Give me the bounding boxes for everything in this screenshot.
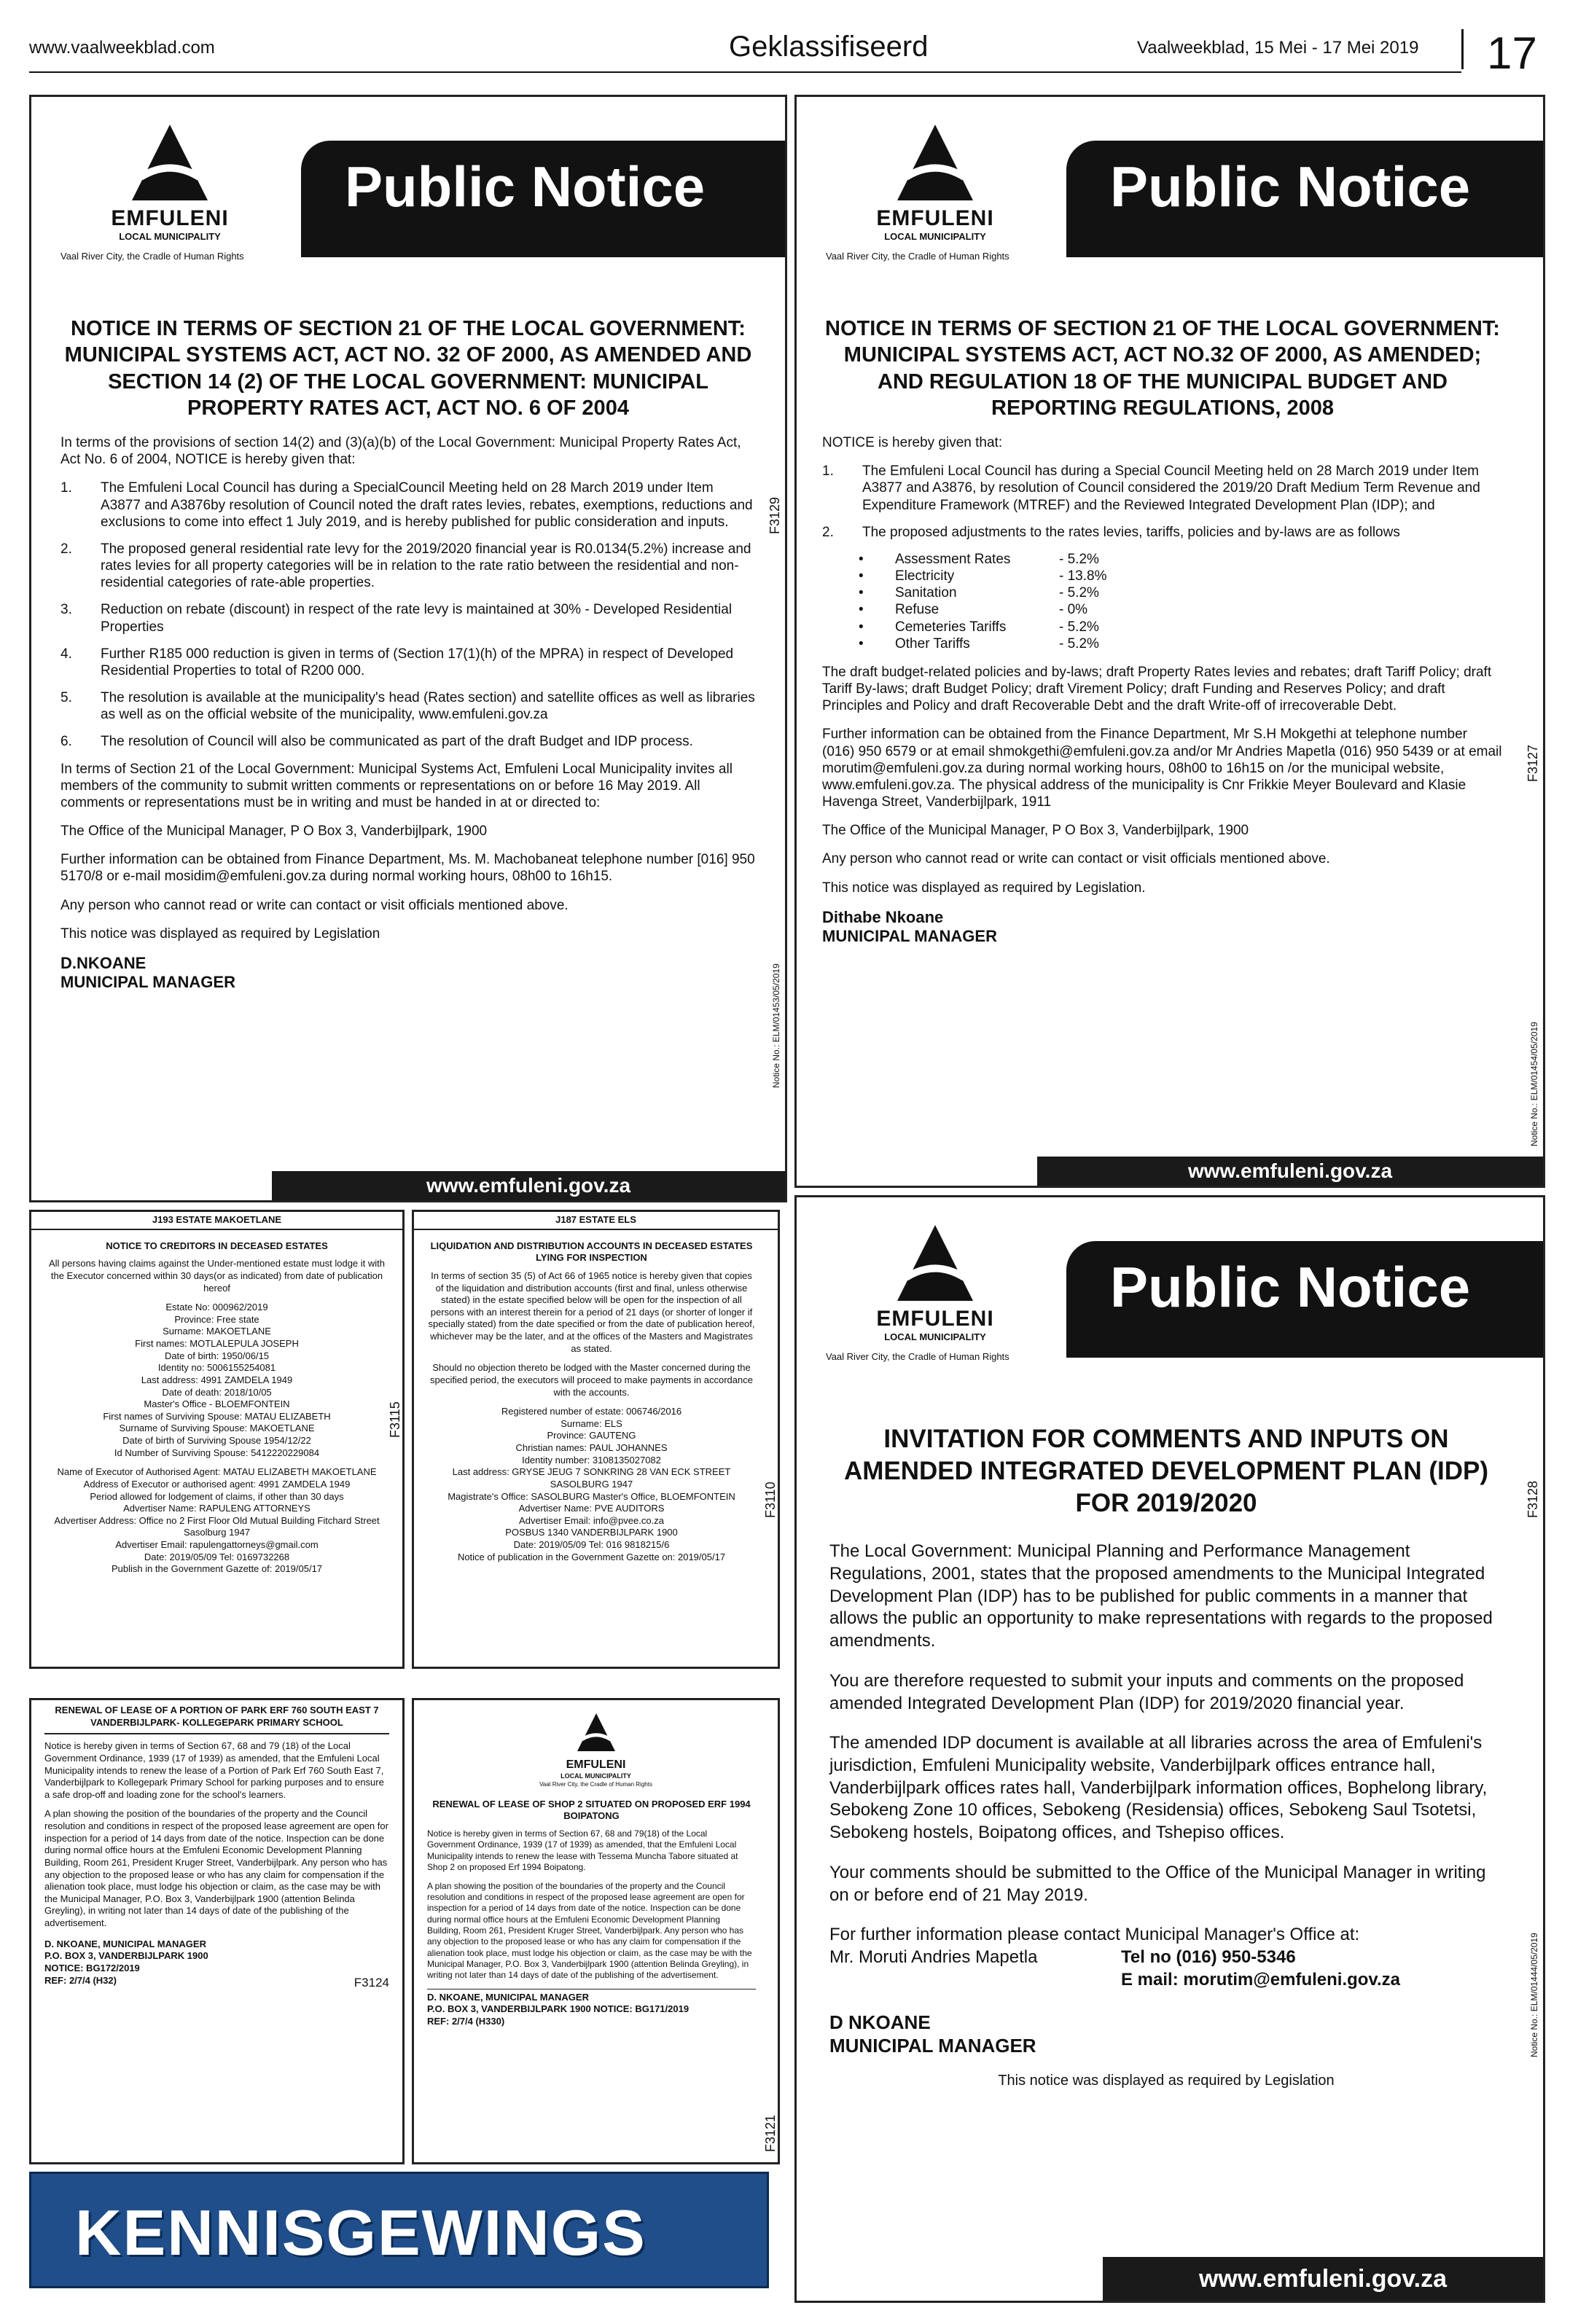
estate-line: Advertiser Email: info@pvee.co.za xyxy=(519,1514,664,1526)
lease-address: P.O. BOX 3, VANDERBIJLPARK 1900 NOTICE: BG171/2019 xyxy=(427,2003,690,2015)
page-number: 17 xyxy=(1487,28,1537,79)
rate-name: Refuse xyxy=(895,602,940,618)
rate-name: Other Tariffs xyxy=(895,635,970,652)
rate-value: - 5.2% xyxy=(1059,619,1099,635)
estate-title: LIQUIDATION AND DISTRIBUTION ACCOUNTS IN DECEASED ESTATES LYING FOR INSPECTION xyxy=(430,1240,753,1264)
item-text: The proposed general residential rate levy for the 2019/2020 financial year is R0.0134(5.2%) increase and rates levies for all property categories will be in relation to the rate ratio between the residential and non-residential categories of rate-able properties. xyxy=(101,541,751,591)
banner-title: Public Notice xyxy=(1110,1255,1471,1319)
notice-paragraph: For further information please contact Municipal Manager's Office at: xyxy=(829,1925,1360,1945)
estate-line: Identity number: 3108135027082 xyxy=(522,1454,661,1466)
estate-line: Christian names: PAUL JOHANNES xyxy=(515,1442,668,1453)
item-text: The resolution is available at the municipality's head (Rates section) and satellite offices as well as libraries as well as on the official website of the municipality, www.emfuleni.gov.za xyxy=(101,690,755,723)
notice-paragraph: In terms of Section 21 of the Local Government: Municipal Systems Act, Emfuleni Local Municipality invites all members of the community to submit written comments or representations on or before 16 May 2019. All comments or representations must be in writing and must be handed in at or directed to: xyxy=(60,761,733,810)
estate-line: Magistrate's Office: SASOLBURG Master's Office, BLOEMFONTEIN xyxy=(448,1490,735,1502)
estate-line: POSBUS 1340 VANDERBIJLPARK 1900 xyxy=(505,1527,678,1538)
notice-title: NOTICE IN TERMS OF SECTION 21 OF THE LOCAL GOVERNMENT: MUNICIPAL SYSTEMS ACT, ACT NO. 32 OF 2000, AS AMENDED AND SECTION 14 (2) OF THE LOCAL GOVERNMENT: MUNICIPAL PROPERTY RATES ACT, ACT NO. 6 OF 2004 xyxy=(64,317,752,420)
estate-header: J193 ESTATE MAKOETLANE xyxy=(31,1212,402,1230)
notice-paragraph: This notice was displayed as required by Legislation xyxy=(60,926,380,942)
estate-line: Advertiser Email: rapulengattorneys@gmail.com xyxy=(115,1539,319,1550)
estate-line: Last address: 4991 ZAMDELA 1949 xyxy=(141,1374,293,1385)
estate-line: Date: 2019/05/09 Tel: 016 9818215/6 xyxy=(513,1539,670,1550)
bullet-icon: • xyxy=(859,602,864,618)
lease-paragraph: A plan showing the position of the boundaries of the property and the Council resolution and conditions in respect of the proposed lease agreement are open for inspection for a period of 14 days from date of the notice. Inspection can be done during normal office hours at the Emfuleni Economic Development Planning Building, Room 261, President Kruger Street, Vanderbijlpark. Any person who has any objection to the proposed lease or who has any claim for compensation if the alienation took place, must lodge his objection or claim, as the case may be with the Municipal Manager, P.O. Box 3, Vanderbijlpark 1900 (attention Belinda Greyling), in writing not later than 14 days of date of the publishing of the advertisement. xyxy=(427,1880,752,1981)
estate-line: Advertiser Address: Office no 2 First Floor Old Mutual Building Fitchard Street Sasolburg 1947 xyxy=(54,1514,380,1538)
estate-subtitle: All persons having claims against the Under-mentioned estate must lodge it with the Executor concerned within 30 days(or as indicated) from date of publication hereof xyxy=(48,1258,386,1294)
ad-code: F3124 xyxy=(354,1975,389,1990)
emfuleni-logo xyxy=(826,1219,1044,1362)
emfuleni-logo xyxy=(414,1700,778,1788)
rate-row xyxy=(859,584,1503,601)
estate-line: Surname: MAKOETLANE xyxy=(163,1326,271,1337)
site-url: www.vaalweekblad.com xyxy=(29,38,215,58)
header-rule xyxy=(29,71,1461,73)
item-number: 2. xyxy=(60,541,72,557)
contact-tel: Tel no (016) 950-5346 xyxy=(1121,1947,1296,1968)
bullet-icon: • xyxy=(859,585,864,601)
list-item xyxy=(822,524,1503,541)
notice-paragraph: Further information can be obtained from the Finance Department, Mr S.H Mokgethi at telephone number (016) 950 6579 or at email shmokgethi@emfuleni.gov.za and/or Mr Andries Mapetla (016) 950 5439 or at email morutim@emfuleni.gov.za during normal working hours, 08h00 to 16h15 on /or the municipal website, www.emfuleni.gov.za. The physical address of the municipality is Cnr Frikkie Meyer Boulevard and Klasie Havenga Street, Vanderbijlpark, 1911 xyxy=(822,727,1502,810)
emfuleni-logo-icon xyxy=(574,1710,618,1754)
rate-row xyxy=(859,601,1503,618)
ad-code: F3110 xyxy=(763,1482,778,1518)
ad-code: F3127 xyxy=(1526,744,1540,782)
emfuleni-logo xyxy=(60,119,279,262)
estate-line: Date of birth of Surviving Spouse 1954/12/22 xyxy=(122,1435,311,1446)
emfuleni-logo-icon xyxy=(126,119,214,206)
contact-email: E mail: morutim@emfuleni.gov.za xyxy=(1121,1969,1401,1990)
notice-paragraph: The draft budget-related policies and by-laws; draft Property Rates levies and rebates; draft Tariff Policy; draft Tariff By-laws; draft Budget Policy; draft Virement Policy; draft Funding and Reserves Policy; and draft Principles and Policy and draft Recoverable Debt and the draft Write-off of irrecoverable Debt. xyxy=(822,664,1492,714)
item-number: 5. xyxy=(60,690,72,706)
logo-sub: LOCAL MUNICIPALITY xyxy=(884,231,986,242)
estate-header: J187 ESTATE ELS xyxy=(414,1212,778,1230)
estate-line: Name of Executor of Authorised Agent: MATAU ELIZABETH MAKOETLANE xyxy=(57,1466,377,1478)
list-item xyxy=(60,601,756,635)
item-number: 4. xyxy=(60,646,72,662)
estate-line: First names: MOTLALEPULA JOSEPH xyxy=(135,1338,299,1349)
kennisgewings-title: KENNISGEWINGS xyxy=(75,2196,647,2269)
notice-paragraph: This notice was displayed as required by Legislation. xyxy=(822,880,1146,896)
rate-value: - 0% xyxy=(1059,602,1088,618)
list-item xyxy=(60,646,756,679)
logo-name: EMFULENI xyxy=(876,206,994,230)
emfuleni-logo-icon xyxy=(891,119,979,206)
estate-line: Publish in the Government Gazette of: 2019/05/17 xyxy=(111,1563,323,1575)
notice-number: Notice No.: ELM/01454/05/2019 xyxy=(1529,1022,1539,1146)
rates-list xyxy=(859,551,1503,652)
item-text: Further R185 000 reduction is given in terms of (Section 17(1)(h) of the MPRA) in respect of Developed Residential Properties to total of R200 000. xyxy=(101,646,734,678)
estate-line: Last address: GRYSE JEUG 7 SONKRING 28 VAN ECK STREET SASOLBURG 1947 xyxy=(452,1466,731,1490)
logo-name: EMFULENI xyxy=(111,206,229,230)
emfuleni-logo xyxy=(826,119,1044,262)
estate-paragraph: In terms of section 35 (5) of Act 66 of 1965 notice is hereby given that copies of the liquidation and distribution accounts (first and final, unless otherwise stated) in the estate specified below will be open for the inspection of all persons with an interest therein for a period of 21 days (or shorter of longer if specially stated) from the date specified or from the date of publication hereof, whichever may be the later, and at the offices of the Masters and Magistrates as stated. xyxy=(428,1269,755,1354)
item-number: 2. xyxy=(822,524,834,540)
ad-code: F3129 xyxy=(767,496,782,534)
item-text: The proposed adjustments to the rates levies, tariffs, policies and by-laws are as follows xyxy=(862,524,1400,540)
banner-bar xyxy=(1066,141,1543,257)
banner-title: Public Notice xyxy=(345,154,706,219)
lease-paragraph: Notice is hereby given in terms of Section 67, 68 and 79 (18) of the Local Government Ordinance, 1939 (17 of 1939) as amended, that the Emfuleni Local Municipality intends to renew the lease of a Portion of Park Erf 760 South East 7, Vanderbijlpark to Kollegepark Primary School for parking purposes and to ensure a safe drop-off and loading zone for the school's learners. xyxy=(44,1740,384,1800)
item-number: 3. xyxy=(60,602,72,618)
lease-signatory: D. NKOANE, MUNICIPAL MANAGER xyxy=(427,1989,756,2004)
rate-value: - 5.2% xyxy=(1059,551,1099,567)
logo-name: EMFULENI xyxy=(876,1307,994,1331)
notice-title: NOTICE IN TERMS OF SECTION 21 OF THE LOCAL GOVERNMENT: MUNICIPAL SYSTEMS ACT, ACT NO.32 OF 2000, AS AMENDED; AND REGULATION 18 OF THE MUNICIPAL BUDGET AND REPORTING REGULATIONS, 2008 xyxy=(825,317,1500,420)
bullet-icon: • xyxy=(859,635,864,652)
estate-line: Surname of Surviving Spouse: MAKOETLANE xyxy=(119,1423,315,1434)
rate-value: - 5.2% xyxy=(1059,585,1099,601)
logo-sub: LOCAL MUNICIPALITY xyxy=(560,1772,631,1780)
rate-name: Sanitation xyxy=(895,585,957,601)
rate-name: Cemeteries Tariffs xyxy=(895,619,1007,635)
signatory-name: D NKOANE xyxy=(829,2011,931,2034)
list-item xyxy=(60,480,756,531)
estate-line: Date of death: 2018/10/05 xyxy=(162,1386,272,1398)
contact-row xyxy=(829,1947,1503,1969)
legislation-note: This notice was displayed as required by Legislation xyxy=(998,2072,1335,2089)
item-number: 6. xyxy=(60,734,72,750)
item-number: 1. xyxy=(822,463,834,480)
issue-date: Vaalweekblad, 15 Mei - 17 Mei 2019 xyxy=(1137,38,1419,58)
logo-tagline: Vaal River City, the Cradle of Human Rights xyxy=(826,1351,1009,1362)
logo-tagline: Vaal River City, the Cradle of Human Rights xyxy=(539,1780,652,1788)
logo-tagline: Vaal River City, the Cradle of Human Rights xyxy=(60,251,244,262)
rate-value: - 13.8% xyxy=(1059,568,1107,584)
notice-intro: In terms of the provisions of section 14(2) and (3)(a)(b) of the Local Government: Municipal Property Rates Act, Act No. 6 of 2004, NOTICE is hereby given that: xyxy=(60,435,741,468)
estate-line: Date of birth: 1950/06/15 xyxy=(164,1350,270,1361)
estate-line: Advertiser Name: PVE AUDITORS xyxy=(518,1503,665,1514)
estate-paragraph: Should no objection thereto be lodged with the Master concerned during the specified period, the executors will proceed to make payments in accordance with the accounts. xyxy=(430,1362,753,1398)
notice-banner xyxy=(797,1197,1543,1416)
notice-paragraph: The Office of the Municipal Manager, P O Box 3, Vanderbijlpark, 1900 xyxy=(60,823,488,840)
logo-sub: LOCAL MUNICIPALITY xyxy=(884,1331,986,1342)
ad-code: F3121 xyxy=(763,2114,778,2152)
public-notice-rates xyxy=(29,95,787,1202)
notice-paragraph: The amended IDP document is available at all libraries across the area of Emfuleni's jurisdiction, Emfuleni Municipality website, Vanderbijlpark offices entrance hall, Vanderbijlpark offices rates hall, Vanderbijlpark information offices, Bophelong library, Sebokeng Zone 10 offices, Sebokeng (Residensia) offices, Sebokeng Saul Tsotetsi, Sebokeng hostels, Boipatong offices, and Tshepiso offices. xyxy=(829,1733,1488,1843)
item-text: Reduction on rebate (discount) in respect of the rate levy is maintained at 30% - Developed Residential Properties xyxy=(101,602,733,635)
estate-line: Estate No: 000962/2019 xyxy=(165,1302,268,1313)
website-footer: www.emfuleni.gov.za xyxy=(1103,2257,1543,2301)
lease-paragraph: A plan showing the position of the boundaries of the property and the Council resolution and conditions in respect of the proposed lease agreement are open for inspection for a period of 14 days from date of the notice. Inspection can be done during normal office hours at the Emfuleni Economic Development Planning Building, Room 261, President Kruger Street, Vanderbijlpark. Any person who has any objection to the proposed lease or who has any claim for compensation if the alienation took place, must lodge his objection or claim, as the case may be with the Municipal Manager, P.O. Box 3, Vanderbijlpark 1900 (attention Belinda Greyling), in writing not later than 14 days of date of the publishing of the advertisement. xyxy=(44,1808,388,1928)
lease-title: RENEWAL OF LEASE OF A PORTION OF PARK ERF 760 SOUTH EAST 7 VANDERBIJLPARK- KOLLEGEPARK PRIMARY SCHOOL xyxy=(44,1705,389,1734)
public-notice-budget xyxy=(794,95,1545,1188)
ad-code: F3115 xyxy=(388,1401,402,1438)
estate-line: Date: 2019/05/09 Tel: 0169732268 xyxy=(144,1551,290,1562)
list-item xyxy=(822,463,1503,514)
notice-number: Notice No.: ELM/01453/05/2019 xyxy=(771,963,781,1088)
estate-line: Province: GAUTENG xyxy=(547,1430,636,1441)
emfuleni-logo-icon xyxy=(891,1219,979,1307)
estate-notice-els xyxy=(412,1210,780,1669)
signatory-title: MUNICIPAL MANAGER xyxy=(822,927,997,946)
estate-line: Registered number of estate: 006746/2016 xyxy=(501,1406,682,1417)
banner-bar xyxy=(301,141,785,257)
notice-paragraph: You are therefore requested to submit your inputs and comments on the proposed amended Integrated Development Plan (IDP) for 2019/2020 financial year. xyxy=(829,1670,1464,1713)
lease-notice-no: NOTICE: BG172/2019 xyxy=(44,1962,140,1973)
rate-name: Electricity xyxy=(895,568,955,584)
notice-paragraph: Your comments should be submitted to the Office of the Municipal Manager in writing on or before end of 21 May 2019. xyxy=(829,1862,1486,1905)
contact-name: Mr. Moruti Andries Mapetla xyxy=(829,1947,1038,1968)
rate-value: - 5.2% xyxy=(1059,635,1099,652)
signatory-name: D.NKOANE xyxy=(60,953,147,972)
bullet-icon: • xyxy=(859,551,864,567)
public-notice-idp xyxy=(794,1195,1545,2303)
logo-tagline: Vaal River City, the Cradle of Human Rights xyxy=(826,251,1009,262)
ad-code: F3128 xyxy=(1526,1480,1540,1518)
estate-line: Notice of publication in the Government Gazette on: 2019/05/17 xyxy=(457,1551,726,1562)
estate-line: First names of Surviving Spouse: MATAU ELIZABETH xyxy=(103,1410,331,1422)
rate-name: Assessment Rates xyxy=(895,551,1011,567)
list-item xyxy=(60,541,756,592)
lease-body xyxy=(31,1700,402,1995)
notice-paragraph: The Local Government: Municipal Planning and Performance Management Regulations, 2001, states that the proposed amendments to the Municipal Integrated Development Plan (IDP) has to be published for public comments in a manner that allows the public an opportunity to make representations with regards to the proposed amendments. xyxy=(829,1541,1493,1651)
notice-title: INVITATION FOR COMMENTS AND INPUTS ON AMENDED INTEGRATED DEVELOPMENT PLAN (IDP) FOR 2019/2020 xyxy=(843,1425,1489,1517)
lease-paragraph: Notice is hereby given in terms of Section 67, 68 and 79(18) of the Local Government Ordinance, 1939 (17 of 1939) as amended, that the Emfuleni Local Municipality intends to renew the lease with Tessema Muncha Tabore situated at Shop 2 on proposed Erf 1994 Boipatong. xyxy=(427,1828,738,1873)
notice-body xyxy=(829,1423,1503,2090)
website-footer: www.emfuleni.gov.za xyxy=(1037,1157,1543,1186)
lease-ref-row xyxy=(44,1975,389,1991)
lease-notice-shop xyxy=(412,1698,780,2164)
notice-body xyxy=(60,316,756,993)
item-number: 1. xyxy=(60,480,72,496)
item-text: The resolution of Council will also be communicated as part of the draft Budget and IDP process. xyxy=(101,734,693,750)
estate-line: Id Number of Surviving Spouse: 5412220229084 xyxy=(114,1447,320,1458)
notice-paragraph: Any person who cannot read or write can contact or visit officials mentioned above. xyxy=(822,851,1330,867)
estate-line: Surname: ELS xyxy=(560,1417,622,1429)
rate-row xyxy=(859,635,1503,652)
estate-body xyxy=(414,1230,778,1568)
signatory-title: MUNICIPAL MANAGER xyxy=(829,2034,1036,2057)
notice-number: Notice No.: ELM/01444/05/2019 xyxy=(1529,1933,1539,2057)
banner-bar xyxy=(1066,1241,1543,1358)
estate-notice-makoetlane xyxy=(29,1210,405,1669)
estate-line: Address of Executor or authorised agent: 4991 ZAMDELA 1949 xyxy=(83,1478,351,1490)
notice-paragraph: Any person who cannot read or write can contact or visit officials mentioned above. xyxy=(60,897,569,913)
lease-signatory: D. NKOANE, MUNICIPAL MANAGER xyxy=(44,1938,206,1949)
signatory-title: MUNICIPAL MANAGER xyxy=(60,973,235,992)
bullet-icon: • xyxy=(859,568,864,584)
rate-row xyxy=(859,551,1503,568)
rate-row xyxy=(859,568,1503,584)
estate-title: NOTICE TO CREDITORS IN DECEASED ESTATES xyxy=(106,1240,328,1251)
list-item xyxy=(60,733,756,750)
estate-line: Master's Office - BLOEMFONTEIN xyxy=(144,1398,290,1410)
estate-line: Identity no: 5006155254081 xyxy=(157,1362,276,1374)
lease-ref: REF: 2/7/4 (H330) xyxy=(427,2016,505,2027)
logo-sub: LOCAL MUNICIPALITY xyxy=(119,231,221,242)
rate-row xyxy=(859,619,1503,635)
estate-line: Province: Free state xyxy=(174,1313,259,1325)
section-title: Geklassifiseerd xyxy=(729,31,929,63)
kennisgewings-banner xyxy=(29,2172,769,2288)
notice-banner xyxy=(31,97,785,316)
estate-body xyxy=(31,1230,402,1580)
lease-notice-park-erf xyxy=(29,1698,405,2164)
logo-name: EMFULENI xyxy=(566,1758,626,1771)
lease-title: RENEWAL OF LEASE OF SHOP 2 SITUATED ON PROPOSED ERF 1994 BOIPATONG xyxy=(432,1798,751,1822)
bullet-icon: • xyxy=(859,619,864,635)
signatory-name: Dithabe Nkoane xyxy=(822,907,944,926)
website-footer: www.emfuleni.gov.za xyxy=(272,1171,785,1200)
lease-ref: REF: 2/7/4 (H32) xyxy=(44,1974,117,1986)
notice-paragraph: Further information can be obtained from Finance Department, Ms. M. Machobaneat telephone number [016] 950 5170/8 or e-mail mosidim@emfuleni.gov.za during normal working hours, 08h00 to 16h15. xyxy=(60,852,755,885)
notice-paragraph: The Office of the Municipal Manager, P O Box 3, Vanderbijlpark, 1900 xyxy=(822,823,1249,839)
header-divider xyxy=(1461,29,1464,69)
lease-address: P.O. BOX 3, VANDERBIJLPARK 1900 xyxy=(44,1950,208,1962)
banner-title: Public Notice xyxy=(1110,154,1471,219)
notice-intro: NOTICE is hereby given that: xyxy=(822,435,1003,450)
lease-body xyxy=(414,1788,778,2032)
item-text: The Emfuleni Local Council has during a Special Council Meeting held on 28 March 2019 under Item A3877 and A3876, by resolution of Council considered the 2019/20 Draft Medium Term Revenue and Expenditure Framework (MTREF) and the Reviewed Integrated Development Plan (IDP); and xyxy=(862,463,1480,513)
estate-line: Period allowed for lodgement of claims, if other than 30 days xyxy=(90,1490,344,1502)
list-item xyxy=(60,689,756,723)
notice-body xyxy=(822,316,1503,947)
notice-banner xyxy=(797,97,1543,316)
estate-line: Advertiser Name: RAPULENG ATTORNEYS xyxy=(123,1503,310,1514)
item-text: The Emfuleni Local Council has during a SpecialCouncil Meeting held on 28 March 2019 under Item A3877 and A3876by resolution of Council noted the draft rates levies, rebates, exemptions, reductions and exclusions to come into effect 1 July 2019, and is hereby published for public consideration and inputs. xyxy=(101,480,753,530)
